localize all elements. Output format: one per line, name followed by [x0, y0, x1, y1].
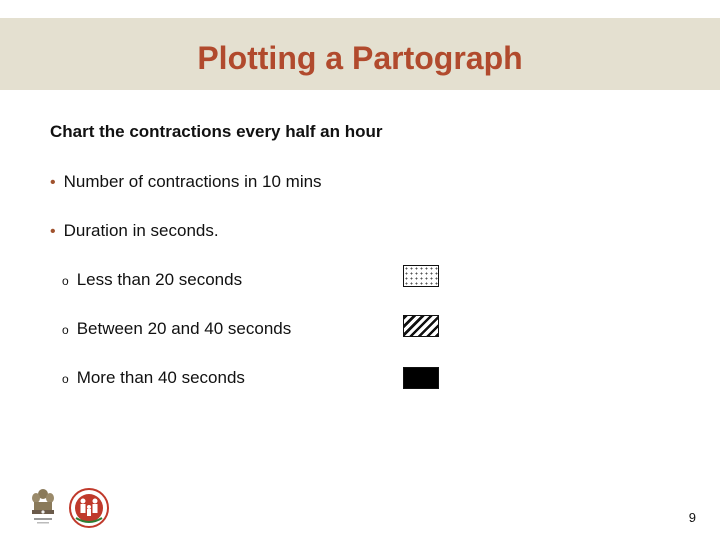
sub-bullet-text: Less than 20 seconds [76, 270, 243, 289]
solid-swatch [403, 367, 439, 389]
sub-bullet-item [62, 319, 291, 339]
bullet-marker-icon: • [50, 174, 56, 191]
sub-bullet-marker: o [62, 274, 69, 288]
bullet-item [50, 221, 219, 241]
bullet-text: Duration in seconds. [63, 221, 219, 240]
page-number: 9 [688, 510, 696, 525]
sub-bullet-marker: o [62, 323, 69, 337]
bullet-text: Number of contractions in 10 mins [63, 172, 322, 191]
national-emblem-icon [28, 486, 58, 528]
hatched-swatch [403, 315, 439, 337]
bullet-item [50, 172, 322, 192]
sub-bullet-text: Between 20 and 40 seconds [76, 319, 292, 338]
title-band [0, 18, 720, 90]
dotted-swatch [403, 265, 439, 287]
nhm-logo-icon [66, 488, 112, 528]
sub-bullet-item [62, 270, 242, 290]
bullet-marker-icon: • [50, 223, 56, 240]
sub-bullet-item [62, 368, 245, 388]
slide-heading: Chart the contractions every half an hour [50, 122, 383, 141]
slide-title: Plotting a Partograph [197, 40, 523, 76]
sub-bullet-text: More than 40 seconds [76, 368, 245, 387]
sub-bullet-marker: o [62, 372, 69, 386]
